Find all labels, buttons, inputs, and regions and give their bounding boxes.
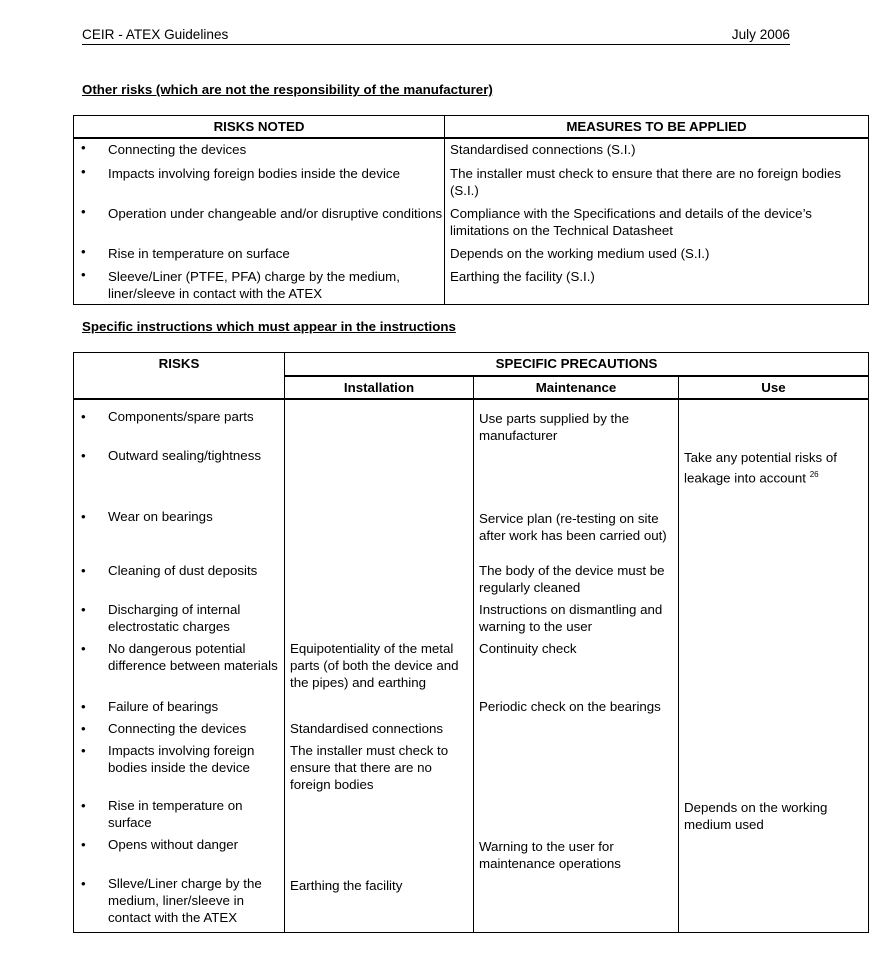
- document-date: July 2006: [731, 27, 790, 42]
- table-row: [74, 506, 869, 560]
- risk-cell: [74, 696, 285, 718]
- table-row: [74, 138, 869, 163]
- risk-cell: [74, 506, 285, 560]
- bullet-icon: •: [81, 267, 86, 282]
- measure-cell: Compliance with the Specifications and details of the device’s limitations on the Technical Datasheet: [445, 203, 869, 243]
- use-cell: [679, 740, 869, 795]
- bullet-icon: •: [81, 164, 86, 179]
- installation-cell: [285, 445, 474, 506]
- specific-instructions-table: [73, 352, 869, 933]
- table-header-row: [74, 116, 869, 139]
- installation-cell: [285, 399, 474, 445]
- use-cell: [679, 696, 869, 718]
- risk-cell: [74, 163, 445, 203]
- use-cell: [679, 718, 869, 740]
- bullet-icon: •: [81, 140, 86, 155]
- risk-text: Components/spare parts: [108, 409, 254, 424]
- table-row: [74, 266, 869, 305]
- use-cell: [679, 445, 869, 506]
- maintenance-cell: The body of the device must be regularly cleaned: [474, 560, 679, 599]
- bullet-icon: •: [81, 509, 86, 524]
- table-row: [74, 560, 869, 599]
- risk-text: Cleaning of dust deposits: [108, 563, 258, 578]
- column-header-maintenance: Maintenance: [474, 376, 679, 399]
- maintenance-cell: Service plan (re-testing on site after work has been carried out): [474, 506, 679, 560]
- column-header-installation: Installation: [285, 376, 474, 399]
- column-header-measures: MEASURES TO BE APPLIED: [445, 116, 869, 139]
- risk-text: Outward sealing/tightness: [108, 448, 261, 463]
- table-row: [74, 599, 869, 638]
- installation-cell: [285, 506, 474, 560]
- installation-cell: [285, 696, 474, 718]
- maintenance-cell: Continuity check: [474, 638, 679, 696]
- bullet-icon: •: [81, 448, 86, 463]
- table-row: [74, 638, 869, 696]
- section-heading-specific-instructions: Specific instructions which must appear in the instructions: [82, 319, 456, 334]
- table-row: [74, 696, 869, 718]
- installation-cell: [285, 834, 474, 873]
- use-cell: [679, 506, 869, 560]
- risk-cell: [74, 740, 285, 795]
- bullet-icon: •: [81, 699, 86, 714]
- installation-cell: Equipotentiality of the metal parts (of both the device and the pipes) and earthing: [285, 638, 474, 696]
- installation-cell: Earthing the facility: [285, 873, 474, 933]
- risk-text: Slleve/Liner charge by the medium, liner/sleeve in contact with the ATEX: [108, 876, 262, 925]
- use-cell: [679, 873, 869, 933]
- installation-cell: Standardised connections: [285, 718, 474, 740]
- use-cell: [679, 560, 869, 599]
- maintenance-cell: Use parts supplied by the manufacturer: [474, 399, 679, 445]
- bullet-icon: •: [81, 721, 86, 736]
- table-row: [74, 718, 869, 740]
- use-cell: [679, 834, 869, 873]
- bullet-icon: •: [81, 602, 86, 617]
- table-row: [74, 163, 869, 203]
- maintenance-cell: [474, 740, 679, 795]
- table-row: [74, 399, 869, 445]
- risk-text: Sleeve/Liner (PTFE, PFA) charge by the medium, liner/sleeve in contact with the ATEX: [108, 269, 400, 301]
- risk-cell: [74, 795, 285, 834]
- risk-cell: [74, 873, 285, 933]
- bullet-icon: •: [81, 837, 86, 852]
- bullet-icon: •: [81, 641, 86, 656]
- maintenance-cell: [474, 873, 679, 933]
- risk-text: Discharging of internal electrostatic charges: [108, 602, 241, 634]
- installation-cell: [285, 599, 474, 638]
- document-title: CEIR - ATEX Guidelines: [82, 27, 229, 42]
- risk-text: Failure of bearings: [108, 699, 219, 714]
- risk-cell: [74, 138, 445, 163]
- risk-cell: [74, 560, 285, 599]
- risk-text: Wear on bearings: [108, 509, 213, 524]
- page-header: [82, 26, 790, 45]
- installation-cell: The installer must check to ensure that there are no foreign bodies: [285, 740, 474, 795]
- risk-text: Rise in temperature on surface: [108, 798, 243, 830]
- measure-cell: Depends on the working medium used (S.I.): [445, 243, 869, 266]
- table-row: [74, 243, 869, 266]
- risk-cell: [74, 399, 285, 445]
- maintenance-cell: Instructions on dismantling and warning to the user: [474, 599, 679, 638]
- table-row: [74, 834, 869, 873]
- use-cell: Depends on the working medium used: [679, 795, 869, 834]
- section-heading-other-risks: Other risks (which are not the responsibility of the manufacturer): [82, 82, 493, 97]
- risk-text: Opens without danger: [108, 837, 239, 852]
- measure-cell: Earthing the facility (S.I.): [445, 266, 869, 305]
- risk-cell: [74, 243, 445, 266]
- bullet-icon: •: [81, 244, 86, 259]
- column-header-specific-precautions: SPECIFIC PRECAUTIONS: [285, 353, 869, 377]
- risk-cell: [74, 445, 285, 506]
- bullet-icon: •: [81, 743, 86, 758]
- maintenance-cell: [474, 445, 679, 506]
- bullet-icon: •: [81, 798, 86, 813]
- table-header-row: [74, 353, 869, 377]
- table-row: [74, 873, 869, 933]
- risk-cell: [74, 834, 285, 873]
- risk-text: Connecting the devices: [108, 721, 247, 736]
- installation-cell: [285, 560, 474, 599]
- risk-text: No dangerous potential difference between materials: [108, 641, 278, 673]
- risk-text: Rise in temperature on surface: [108, 246, 290, 261]
- risk-cell: [74, 638, 285, 696]
- column-header-risks-noted: RISKS NOTED: [74, 116, 445, 139]
- table-row: [74, 740, 869, 795]
- table-row: [74, 795, 869, 834]
- bullet-icon: •: [81, 876, 86, 891]
- maintenance-cell: [474, 795, 679, 834]
- measure-cell: Standardised connections (S.I.): [445, 138, 869, 163]
- maintenance-cell: Periodic check on the bearings: [474, 696, 679, 718]
- risk-text: Operation under changeable and/or disruptive conditions: [108, 206, 443, 221]
- bullet-icon: •: [81, 409, 86, 424]
- bullet-icon: •: [81, 563, 86, 578]
- column-header-risks: RISKS: [74, 353, 285, 400]
- use-text: Take any potential risks of leakage into account: [684, 450, 837, 486]
- bullet-icon: •: [81, 204, 86, 219]
- risk-cell: [74, 599, 285, 638]
- footnote-reference: 26: [809, 470, 819, 479]
- risk-cell: [74, 266, 445, 305]
- other-risks-table: [73, 115, 869, 305]
- maintenance-cell: [474, 718, 679, 740]
- installation-cell: [285, 795, 474, 834]
- table-row: [74, 445, 869, 506]
- use-cell: [679, 399, 869, 445]
- use-cell: [679, 599, 869, 638]
- column-header-use: Use: [679, 376, 869, 399]
- table-row: [74, 203, 869, 243]
- maintenance-cell: Warning to the user for maintenance operations: [474, 834, 679, 873]
- risk-text: Impacts involving foreign bodies inside the device: [108, 166, 400, 181]
- risk-cell: [74, 203, 445, 243]
- risk-cell: [74, 718, 285, 740]
- risk-text: Impacts involving foreign bodies inside the device: [108, 743, 255, 775]
- use-cell: [679, 638, 869, 696]
- risk-text: Connecting the devices: [108, 142, 247, 157]
- measure-cell: The installer must check to ensure that there are no foreign bodies (S.I.): [445, 163, 869, 203]
